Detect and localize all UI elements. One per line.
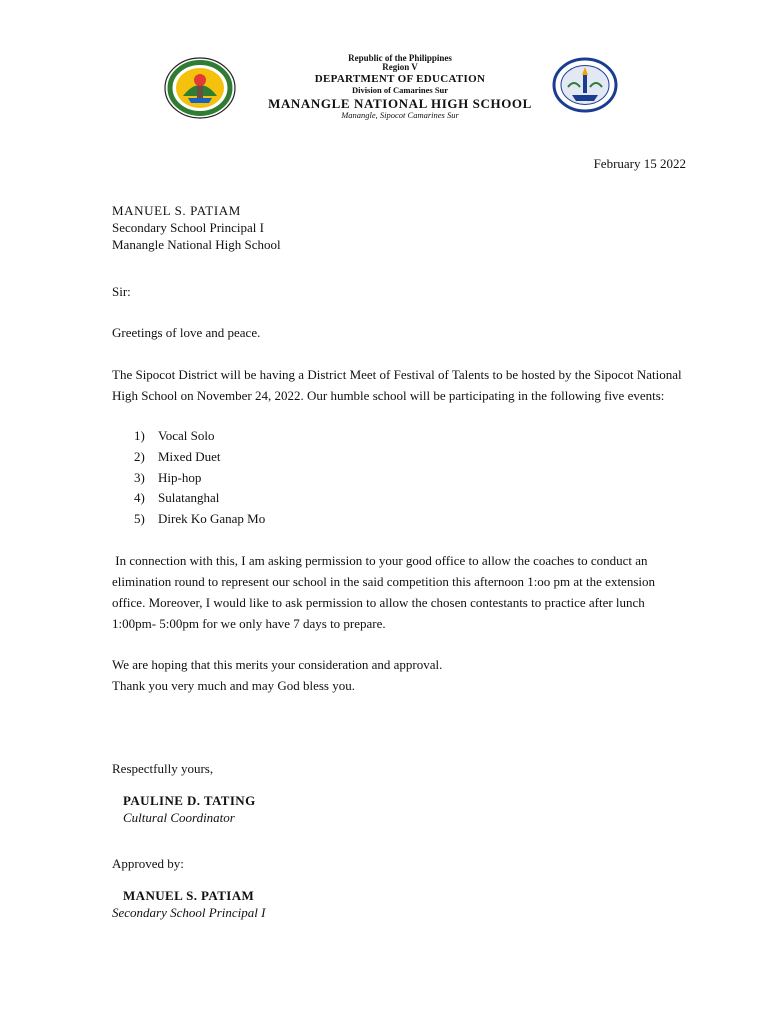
approved-by-label: Approved by: bbox=[112, 856, 184, 871]
recipient-school: Manangle National High School bbox=[112, 237, 281, 252]
region-line: Region V bbox=[382, 62, 418, 72]
list-item: 4) Sulatanghal bbox=[134, 490, 220, 506]
deped-division-seal-logo bbox=[163, 56, 237, 120]
sender-name: PAULINE D. TATING bbox=[123, 793, 256, 808]
school-seal-logo bbox=[552, 57, 618, 113]
closing-line-thanks: Thank you very much and may God bless you. bbox=[112, 678, 355, 693]
list-item: 5) Direk Ko Ganap Mo bbox=[134, 511, 266, 527]
list-item: 2) Mixed Duet bbox=[134, 448, 221, 464]
recipient-name: MANUEL S. PATIAM bbox=[112, 203, 241, 218]
recipient-position: Secondary School Principal I bbox=[112, 220, 264, 235]
paragraph-intro: The Sipocot District will be having a District Meet of Festival of Talents to be hosted by the Sipocot National High School on November 24, 2022. Our humble school will be participating in the following five events: bbox=[112, 367, 682, 403]
list-item: 1) Vocal Solo bbox=[134, 428, 215, 443]
list-item: 3) Hip-hop bbox=[134, 469, 202, 485]
events-list bbox=[134, 426, 265, 530]
closing-block bbox=[112, 654, 442, 696]
letterhead bbox=[230, 54, 570, 119]
paragraph-request: In connection with this, I am asking permission to your good office to allow the coaches to conduct an elimination round to represent our school in the said competition this afternoon 1:oo pm at the extension office. Moreover, I would like to ask permission to allow the chosen contestants to practice after lunch 1:00pm- 5:00pm for we only have 7 days to prepare. bbox=[112, 553, 659, 631]
sender-signature-block bbox=[123, 792, 256, 826]
approver-signature-block bbox=[112, 887, 265, 921]
school-name: MANANGLE NATIONAL HIGH SCHOOL bbox=[268, 95, 532, 111]
recipient-block bbox=[112, 202, 281, 253]
sender-title: Cultural Coordinator bbox=[123, 810, 235, 825]
republic-line: Republic of the Philippines bbox=[348, 53, 452, 63]
salutation: Sir: bbox=[112, 284, 131, 299]
greeting: Greetings of love and peace. bbox=[112, 325, 261, 340]
department-line: DEPARTMENT OF EDUCATION bbox=[314, 73, 486, 85]
complimentary-close: Respectfully yours, bbox=[112, 761, 214, 776]
closing-line-consideration: We are hoping that this merits your consideration and approval. bbox=[112, 657, 443, 672]
approver-name: MANUEL S. PATIAM bbox=[123, 888, 255, 903]
approver-title: Secondary School Principal I bbox=[112, 905, 266, 920]
division-line: Division of Camarines Sur bbox=[351, 85, 449, 95]
letter-date: February 15 2022 bbox=[593, 156, 686, 171]
school-address: Manangle, Sipocot Camarines Sur bbox=[341, 109, 459, 120]
